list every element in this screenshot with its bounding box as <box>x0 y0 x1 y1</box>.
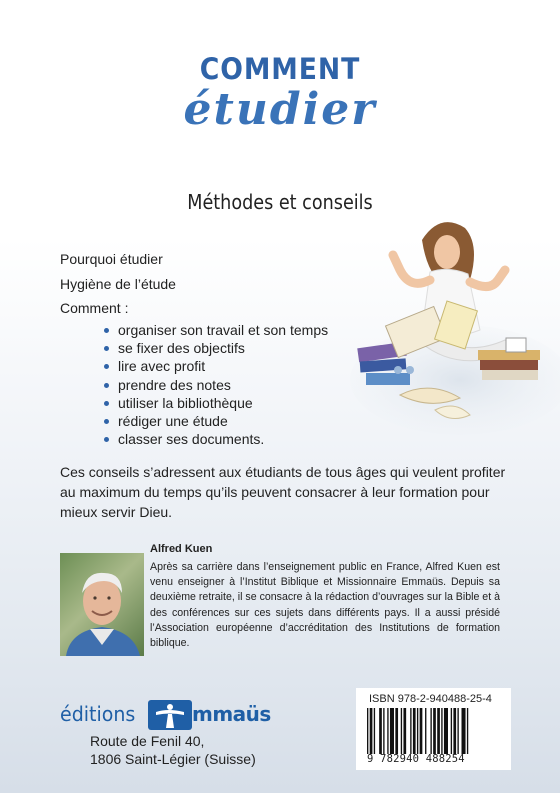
bullet-icon <box>104 419 109 424</box>
list-item-text: utiliser la bibliothèque <box>118 394 253 411</box>
barcode-bar <box>387 708 388 754</box>
topic-comment: Comment : <box>60 300 129 316</box>
barcode-bar <box>413 708 416 754</box>
bullet-icon <box>104 346 109 351</box>
list-item-text: prendre des notes <box>118 376 231 393</box>
bullet-icon <box>104 328 109 333</box>
barcode-bar <box>417 708 418 754</box>
barcode-bar <box>403 708 406 754</box>
summary-paragraph: Ces conseils s’adressent aux étudiants de tous âges qui veulent profiter au maximum du temps qu’ils peuvent consacrer à leur formation pour mieux servir Dieu. <box>60 464 506 520</box>
address-line1: Route de Fenil 40, <box>90 733 205 749</box>
list-item-text: lire avec profit <box>118 358 206 375</box>
list-item <box>104 394 328 412</box>
author-photo <box>60 553 144 656</box>
logo-figure-icon <box>148 700 192 730</box>
barcode-bar <box>457 708 458 754</box>
barcode-bar <box>420 708 423 754</box>
publisher-logo <box>60 700 271 730</box>
barcode-bar <box>430 708 431 754</box>
barcode-bar <box>410 708 411 754</box>
bullet-icon <box>104 364 109 369</box>
barcode-bar <box>441 708 442 754</box>
address-line2: 1806 Saint-Légier (Suisse) <box>90 751 256 767</box>
barcode-icon <box>363 708 513 754</box>
barcode-bar <box>383 708 384 754</box>
bullet-icon <box>104 401 109 406</box>
student-illustration <box>330 210 560 445</box>
list-item-text: rédiger une étude <box>118 412 228 429</box>
barcode-bar <box>425 708 426 754</box>
title-line1: COMMENT <box>199 52 361 86</box>
logo-emmaus-text: mmaüs <box>192 702 271 726</box>
topic-pourquoi: Pourquoi étudier <box>60 251 163 267</box>
title-line2: étudier <box>183 84 377 135</box>
barcode-bar <box>437 708 440 754</box>
barcode-bar <box>453 708 456 754</box>
comment-list <box>104 321 328 448</box>
bullet-icon <box>104 437 109 442</box>
author-portrait-icon <box>60 553 144 656</box>
list-item <box>104 321 328 339</box>
barcode-bar <box>395 708 398 754</box>
list-item-text: classer ses documents. <box>118 431 265 448</box>
barcode-bar <box>367 708 368 754</box>
list-item <box>104 357 328 375</box>
barcode-bar <box>462 708 466 754</box>
logo-emblem <box>148 700 192 730</box>
list-item <box>104 339 328 357</box>
list-item-text: se fixer des objectifs <box>118 340 245 357</box>
barcode-bar <box>370 708 373 754</box>
list-item <box>104 376 328 394</box>
barcode-bar <box>444 708 448 754</box>
list-item-text: organiser son travail et son temps <box>118 322 329 338</box>
bullet-icon <box>104 383 109 388</box>
author-bio: Après sa carrière dans l’enseignement public en France, Alfred Kuen est venu enseigner à l’Institut Biblique et Missionnaire Emmaüs. Depuis sa deuxième retraite, il se consacre à la rédaction d’ouvrages sur la Bible et à des conférences sur ces sujets dans différents pays. Il a aussi présidé l’Association européenne d’accréditation des Institutions de formation biblique. <box>150 561 500 650</box>
barcode-bar <box>390 708 394 754</box>
isbn-label: ISBN 978-2-940488-25-4 <box>369 693 492 705</box>
barcode-bar <box>467 708 468 754</box>
logo-editions-text: éditions <box>60 702 136 726</box>
subtitle: Méthodes et conseils <box>187 190 373 214</box>
barcode-bar <box>401 708 402 754</box>
author-name: Alfred Kuen <box>150 543 213 555</box>
list-item <box>104 430 328 448</box>
list-item <box>104 412 328 430</box>
topic-hygiene: Hygiène de l’étude <box>60 276 176 292</box>
barcode-bar <box>379 708 382 754</box>
barcode-bar <box>433 708 436 754</box>
barcode-bar <box>451 708 452 754</box>
barcode-digits: 9 782940 488254 <box>367 753 465 765</box>
barcode-bar <box>374 708 375 754</box>
